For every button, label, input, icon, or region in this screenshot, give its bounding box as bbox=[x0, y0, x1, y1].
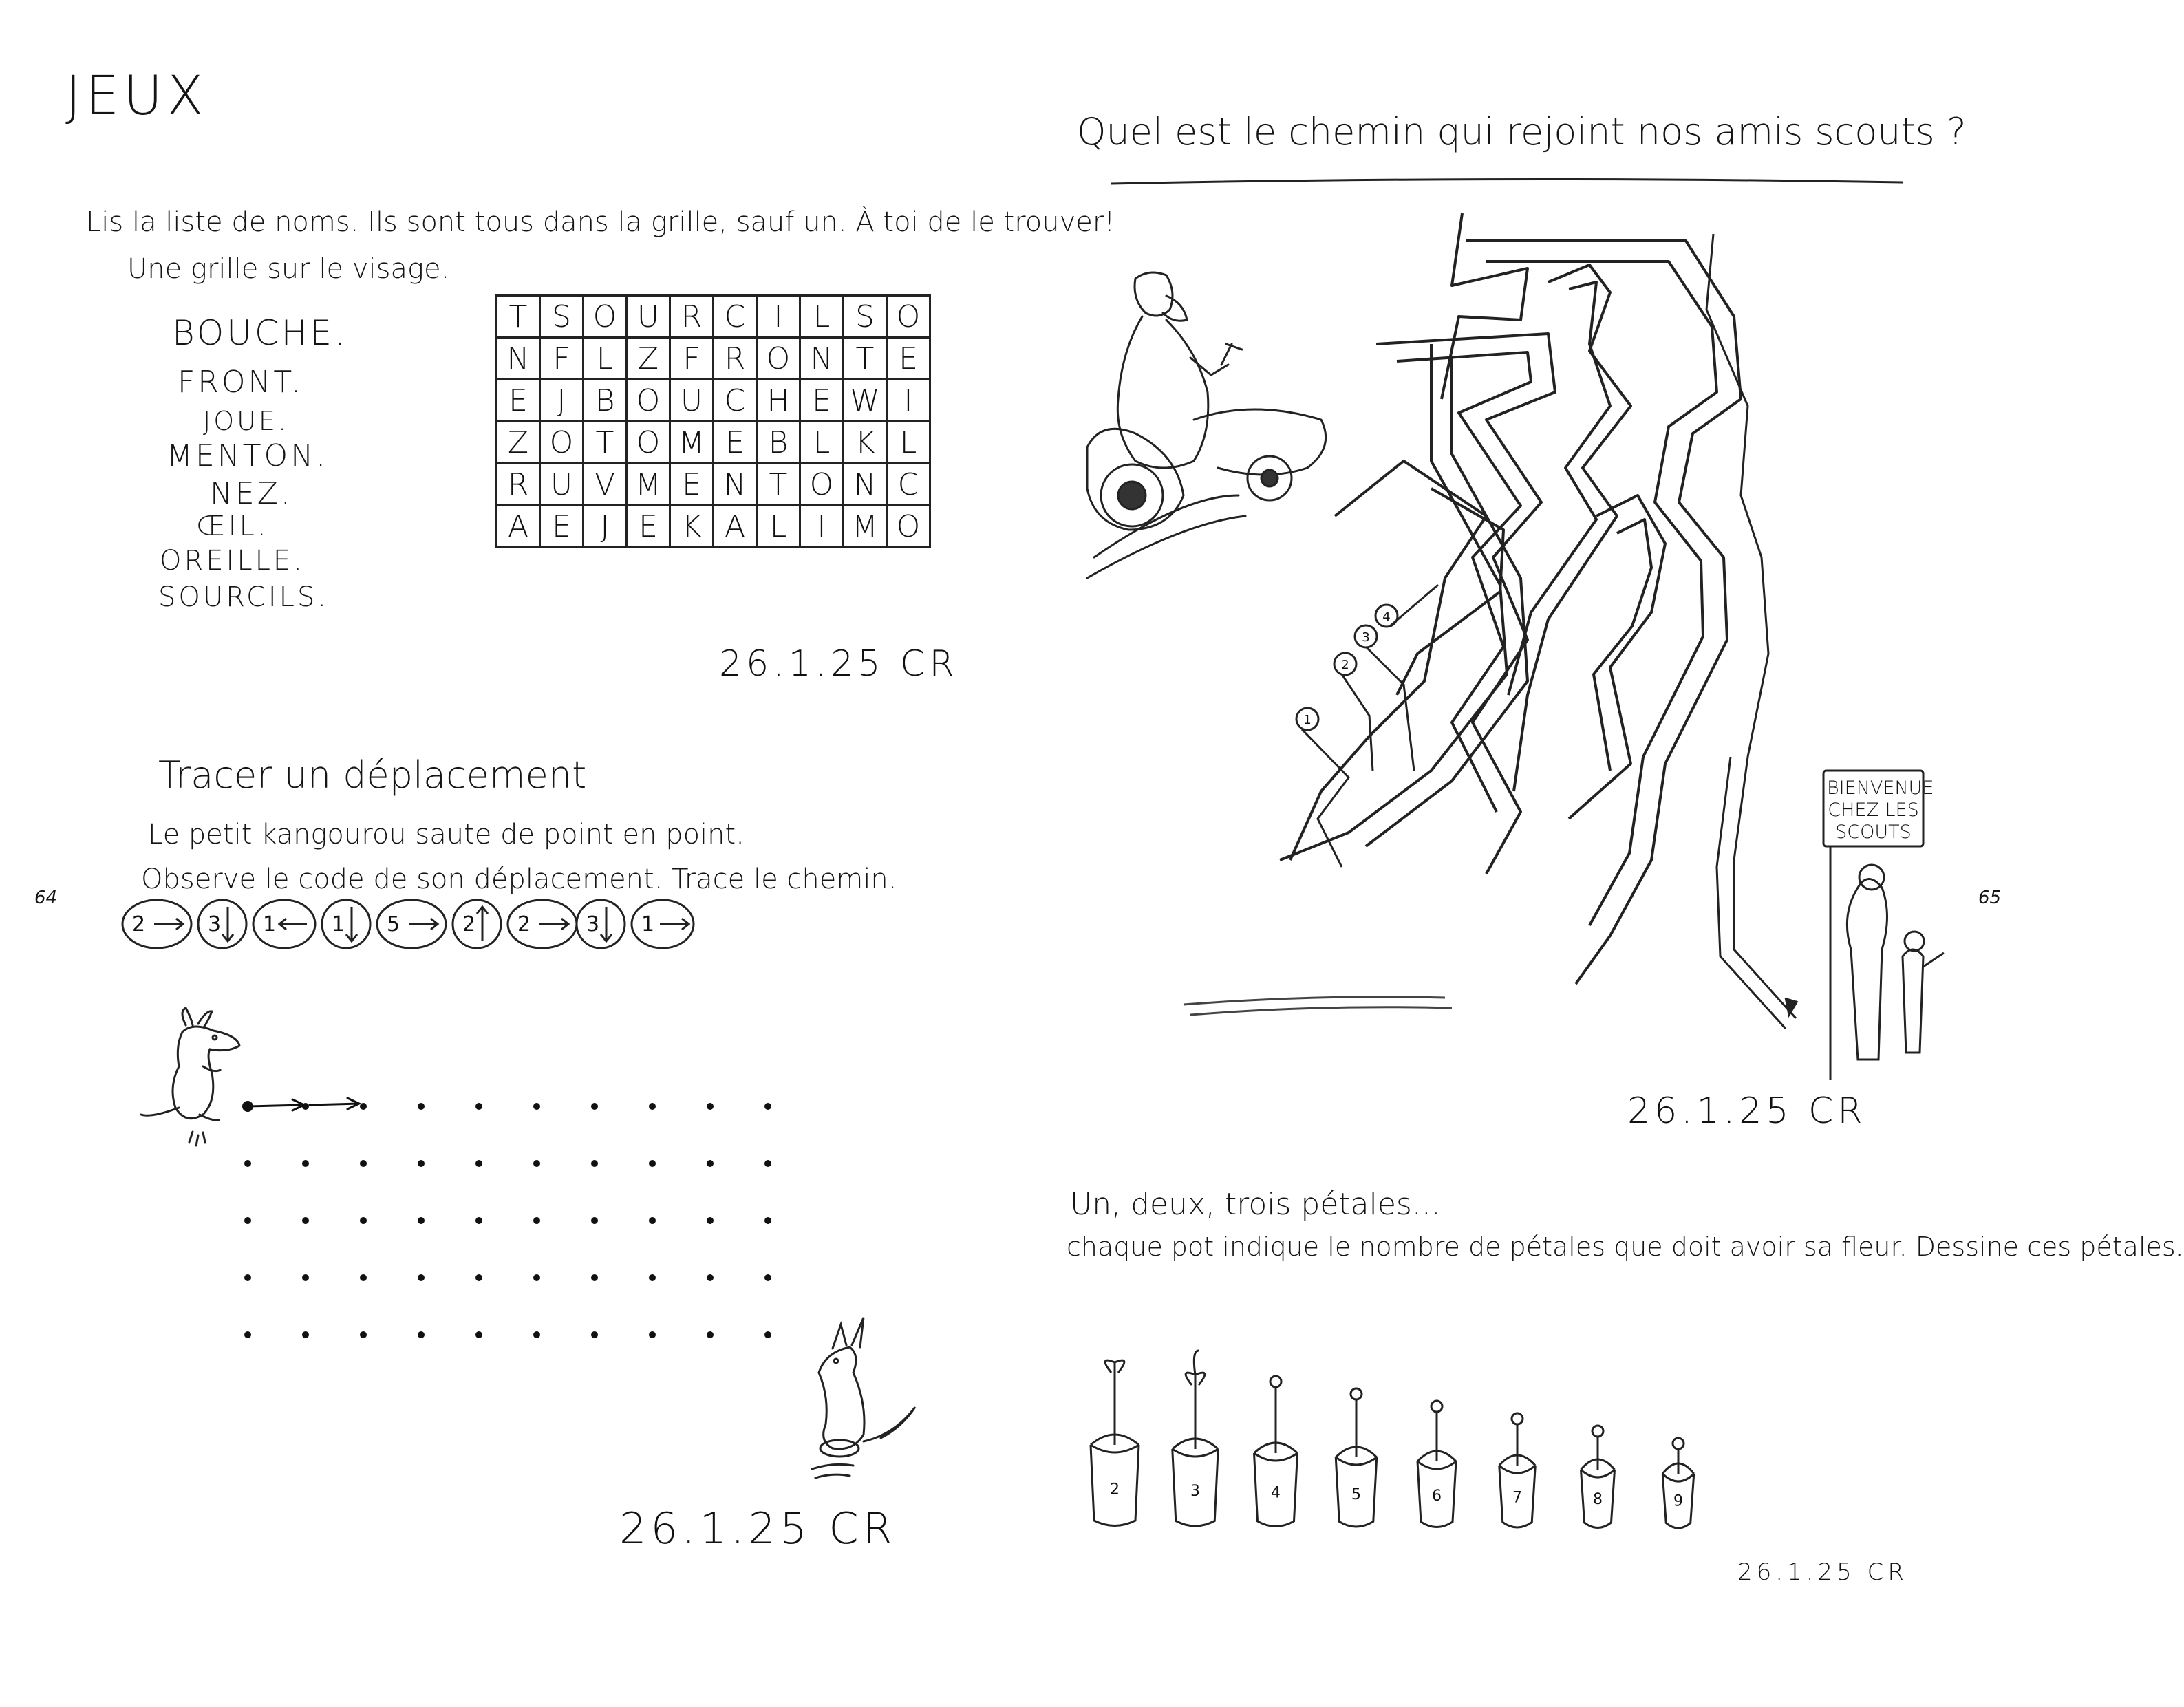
grid-cell: N bbox=[497, 338, 540, 380]
sign-line: CHEZ LES bbox=[1828, 799, 1919, 821]
movement-code-number: 2 bbox=[517, 912, 531, 936]
maze-entrance-label: 2 bbox=[1341, 658, 1349, 672]
dot bbox=[360, 1103, 367, 1110]
pot-number: 9 bbox=[1673, 1492, 1683, 1510]
movement-code bbox=[508, 900, 577, 948]
dot bbox=[475, 1160, 482, 1167]
grid-cell: M bbox=[627, 464, 670, 506]
dot bbox=[302, 1217, 309, 1224]
flower-pot bbox=[1581, 1426, 1615, 1528]
dot bbox=[649, 1160, 656, 1167]
maze-entrance-label: 3 bbox=[1362, 630, 1370, 645]
pot-number: 6 bbox=[1432, 1488, 1442, 1505]
grid-cell: M bbox=[670, 422, 714, 464]
trace-instruction-2: Observe le code de son déplacement. Trace le chemin. bbox=[141, 863, 897, 895]
grid-cell: F bbox=[540, 338, 584, 380]
dot bbox=[764, 1103, 771, 1110]
dot bbox=[475, 1331, 482, 1338]
letter-grid bbox=[495, 294, 931, 548]
pot-number: 7 bbox=[1512, 1489, 1522, 1507]
grid-cell: J bbox=[540, 380, 584, 422]
dot-grid bbox=[227, 1073, 819, 1417]
scouts-icon bbox=[1706, 234, 1944, 1080]
grid-cell: J bbox=[584, 506, 627, 548]
word-item: BOUCHE. bbox=[172, 313, 348, 353]
grid-cell: L bbox=[800, 296, 844, 338]
arrow-right-icon bbox=[154, 919, 183, 930]
dot bbox=[649, 1274, 656, 1281]
movement-code-number: 1 bbox=[641, 912, 655, 936]
maze-paths bbox=[1280, 213, 1741, 984]
dot bbox=[707, 1274, 714, 1281]
dot bbox=[764, 1274, 771, 1281]
pot-number: 3 bbox=[1190, 1482, 1200, 1500]
dot bbox=[649, 1217, 656, 1224]
grid-cell: S bbox=[844, 296, 887, 338]
grid-row bbox=[497, 338, 930, 380]
dot bbox=[764, 1160, 771, 1167]
grid-cell: I bbox=[800, 506, 844, 548]
signature-date: 26.1.25 CR bbox=[1627, 1091, 1867, 1132]
dot bbox=[533, 1217, 540, 1224]
grid-cell: L bbox=[584, 338, 627, 380]
grid-row bbox=[497, 380, 930, 422]
grid-cell: W bbox=[844, 380, 887, 422]
word-item: MENTON. bbox=[167, 438, 329, 473]
word-item: SOURCILS. bbox=[158, 581, 330, 613]
grid-cell: A bbox=[497, 506, 540, 548]
movement-code-number: 1 bbox=[332, 912, 345, 936]
dot bbox=[591, 1103, 598, 1110]
wordsearch-subtitle: Une grille sur le visage. bbox=[127, 253, 450, 285]
word-item: JOUE. bbox=[203, 406, 290, 436]
scooter-rider-icon bbox=[1087, 272, 1326, 578]
dot bbox=[707, 1160, 714, 1167]
grid-cell: A bbox=[714, 506, 757, 548]
movement-code-number: 1 bbox=[263, 912, 277, 936]
flower-pot bbox=[1417, 1401, 1456, 1527]
maze-entrances bbox=[1296, 585, 1438, 867]
arrow-up-icon bbox=[477, 907, 488, 941]
grid-cell: U bbox=[670, 380, 714, 422]
sign-line: BIENVENUE bbox=[1827, 777, 1934, 799]
grid-cell: O bbox=[584, 296, 627, 338]
dot bbox=[764, 1331, 771, 1338]
grid-cell: E bbox=[540, 506, 584, 548]
grid-cell: R bbox=[497, 464, 540, 506]
grid-cell: K bbox=[670, 506, 714, 548]
word-item: OREILLE. bbox=[160, 545, 305, 577]
grid-cell: I bbox=[757, 296, 800, 338]
word-item: NEZ. bbox=[210, 476, 293, 511]
maze-entrance-label: 1 bbox=[1303, 713, 1312, 727]
movement-code bbox=[253, 900, 315, 948]
dot bbox=[244, 1274, 251, 1281]
dot bbox=[418, 1103, 425, 1110]
maze-drawing bbox=[1046, 172, 1995, 1135]
dot bbox=[533, 1160, 540, 1167]
word-item: ŒIL. bbox=[196, 511, 269, 542]
grid-cell: T bbox=[497, 296, 540, 338]
dot bbox=[591, 1160, 598, 1167]
grid-cell: U bbox=[627, 296, 670, 338]
grid-cell: O bbox=[627, 380, 670, 422]
word-item: FRONT. bbox=[178, 365, 304, 400]
flower-pot bbox=[1173, 1351, 1219, 1526]
dot bbox=[244, 1160, 251, 1167]
grid-cell: R bbox=[670, 296, 714, 338]
grid-cell: L bbox=[757, 506, 800, 548]
dot bbox=[418, 1160, 425, 1167]
pot-number: 4 bbox=[1271, 1484, 1281, 1502]
dot bbox=[649, 1103, 656, 1110]
grid-cell: E bbox=[670, 464, 714, 506]
pot-number: 5 bbox=[1351, 1485, 1361, 1503]
grid-row bbox=[497, 422, 930, 464]
maze-question: Quel est le chemin qui rejoint nos amis scouts ? bbox=[1077, 110, 1967, 153]
signature-date: 26.1.25 CR bbox=[1737, 1558, 1908, 1586]
grid-cell: C bbox=[887, 464, 930, 506]
dot bbox=[244, 1331, 251, 1338]
dot bbox=[475, 1103, 482, 1110]
grid-cell: B bbox=[584, 380, 627, 422]
grid-cell: C bbox=[714, 380, 757, 422]
dot bbox=[707, 1217, 714, 1224]
arrow-right-icon bbox=[409, 919, 438, 930]
movement-code bbox=[322, 900, 370, 948]
grid-cell: O bbox=[887, 506, 930, 548]
grid-cell: M bbox=[844, 506, 887, 548]
dot bbox=[649, 1331, 656, 1338]
movement-code bbox=[453, 900, 501, 948]
dot bbox=[360, 1331, 367, 1338]
arrow-right-icon bbox=[539, 919, 568, 930]
dot bbox=[418, 1217, 425, 1224]
dot bbox=[302, 1331, 309, 1338]
wordsearch-instruction: Lis la liste de noms. Ils sont tous dans la grille, sauf un. À toi de le trouver! bbox=[86, 206, 1115, 238]
trace-instruction: Le petit kangourou saute de point en point. bbox=[148, 819, 745, 850]
grid-cell: E bbox=[800, 380, 844, 422]
dot bbox=[475, 1274, 482, 1281]
pot-number: 2 bbox=[1110, 1481, 1120, 1499]
grid-cell: L bbox=[887, 422, 930, 464]
movement-code bbox=[577, 900, 625, 948]
grid-cell: C bbox=[714, 296, 757, 338]
movement-code-number: 5 bbox=[387, 912, 400, 936]
grid-cell: H bbox=[757, 380, 800, 422]
movement-code-number: 2 bbox=[132, 912, 146, 936]
grid-cell: E bbox=[887, 338, 930, 380]
grid-cell: O bbox=[540, 422, 584, 464]
grid-cell: I bbox=[887, 380, 930, 422]
flower-instruction: chaque pot indique le nombre de pétales que doit avoir sa fleur. Dessine ces pétales. bbox=[1067, 1232, 2184, 1262]
sign-line: SCOUTS bbox=[1835, 822, 1912, 843]
arrow-right-icon bbox=[660, 919, 689, 930]
grid-cell: N bbox=[800, 338, 844, 380]
ground-lines bbox=[1184, 997, 1452, 1015]
grid-cell: O bbox=[887, 296, 930, 338]
movement-code bbox=[198, 900, 246, 948]
grid-cell: F bbox=[670, 338, 714, 380]
grid-cell: O bbox=[800, 464, 844, 506]
grid-cell: B bbox=[757, 422, 800, 464]
movement-code-number: 3 bbox=[586, 912, 600, 936]
dot bbox=[302, 1274, 309, 1281]
dot bbox=[591, 1217, 598, 1224]
grid-row bbox=[497, 506, 930, 548]
grid-cell: E bbox=[714, 422, 757, 464]
movement-code bbox=[122, 900, 191, 948]
grid-cell: S bbox=[540, 296, 584, 338]
dot bbox=[360, 1274, 367, 1281]
flower-pot bbox=[1254, 1376, 1298, 1527]
grid-cell: O bbox=[627, 422, 670, 464]
arrow-down-icon bbox=[346, 907, 357, 941]
grid-cell: N bbox=[844, 464, 887, 506]
pot-number: 8 bbox=[1593, 1491, 1603, 1509]
grid-cell: E bbox=[497, 380, 540, 422]
dot bbox=[533, 1103, 540, 1110]
page-number-left: 64 bbox=[34, 888, 58, 908]
movement-code bbox=[377, 900, 446, 948]
flower-pot bbox=[1662, 1438, 1694, 1528]
grid-cell: U bbox=[540, 464, 584, 506]
flower-pot bbox=[1091, 1360, 1139, 1525]
grid-cell: K bbox=[844, 422, 887, 464]
dot bbox=[360, 1217, 367, 1224]
movement-code-number: 2 bbox=[462, 912, 476, 936]
movement-code-number: 3 bbox=[208, 912, 222, 936]
dot bbox=[244, 1217, 251, 1224]
welcome-sign bbox=[1827, 777, 1934, 844]
dot bbox=[591, 1331, 598, 1338]
grid-cell: Z bbox=[627, 338, 670, 380]
dot bbox=[418, 1274, 425, 1281]
dot bbox=[533, 1274, 540, 1281]
arrow-down-icon bbox=[222, 907, 233, 941]
maze-entrance-label: 4 bbox=[1382, 610, 1391, 624]
grid-row bbox=[497, 464, 930, 506]
letter-grid-table bbox=[495, 294, 931, 548]
signature-date: 26.1.25 CR bbox=[619, 1503, 897, 1554]
movement-code-row bbox=[122, 897, 811, 952]
dot bbox=[591, 1274, 598, 1281]
grid-cell: O bbox=[757, 338, 800, 380]
dot bbox=[707, 1331, 714, 1338]
dot bbox=[707, 1103, 714, 1110]
dot bbox=[475, 1217, 482, 1224]
flower-pots bbox=[1073, 1349, 1727, 1548]
grid-cell: Z bbox=[497, 422, 540, 464]
grid-cell: T bbox=[757, 464, 800, 506]
dot bbox=[360, 1160, 367, 1167]
grid-cell: T bbox=[844, 338, 887, 380]
dot bbox=[418, 1331, 425, 1338]
arrow-down-icon bbox=[601, 907, 612, 941]
page-title: JEUX bbox=[65, 65, 208, 127]
flower-pot bbox=[1499, 1413, 1536, 1527]
movement-code bbox=[632, 900, 694, 948]
dot bbox=[302, 1160, 309, 1167]
grid-cell: T bbox=[584, 422, 627, 464]
grid-row bbox=[497, 296, 930, 338]
grid-cell: R bbox=[714, 338, 757, 380]
flower-pot bbox=[1336, 1388, 1377, 1527]
dot bbox=[764, 1217, 771, 1224]
dot bbox=[533, 1331, 540, 1338]
grid-cell: V bbox=[584, 464, 627, 506]
page-number-right: 65 bbox=[1978, 888, 2002, 908]
trace-title: Tracer un déplacement bbox=[158, 753, 587, 797]
grid-cell: E bbox=[627, 506, 670, 548]
grid-cell: N bbox=[714, 464, 757, 506]
grid-cell: L bbox=[800, 422, 844, 464]
signature-date: 26.1.25 CR bbox=[719, 643, 959, 685]
arrow-left-icon bbox=[279, 919, 307, 930]
flower-title: Un, deux, trois pétales... bbox=[1070, 1187, 1441, 1222]
